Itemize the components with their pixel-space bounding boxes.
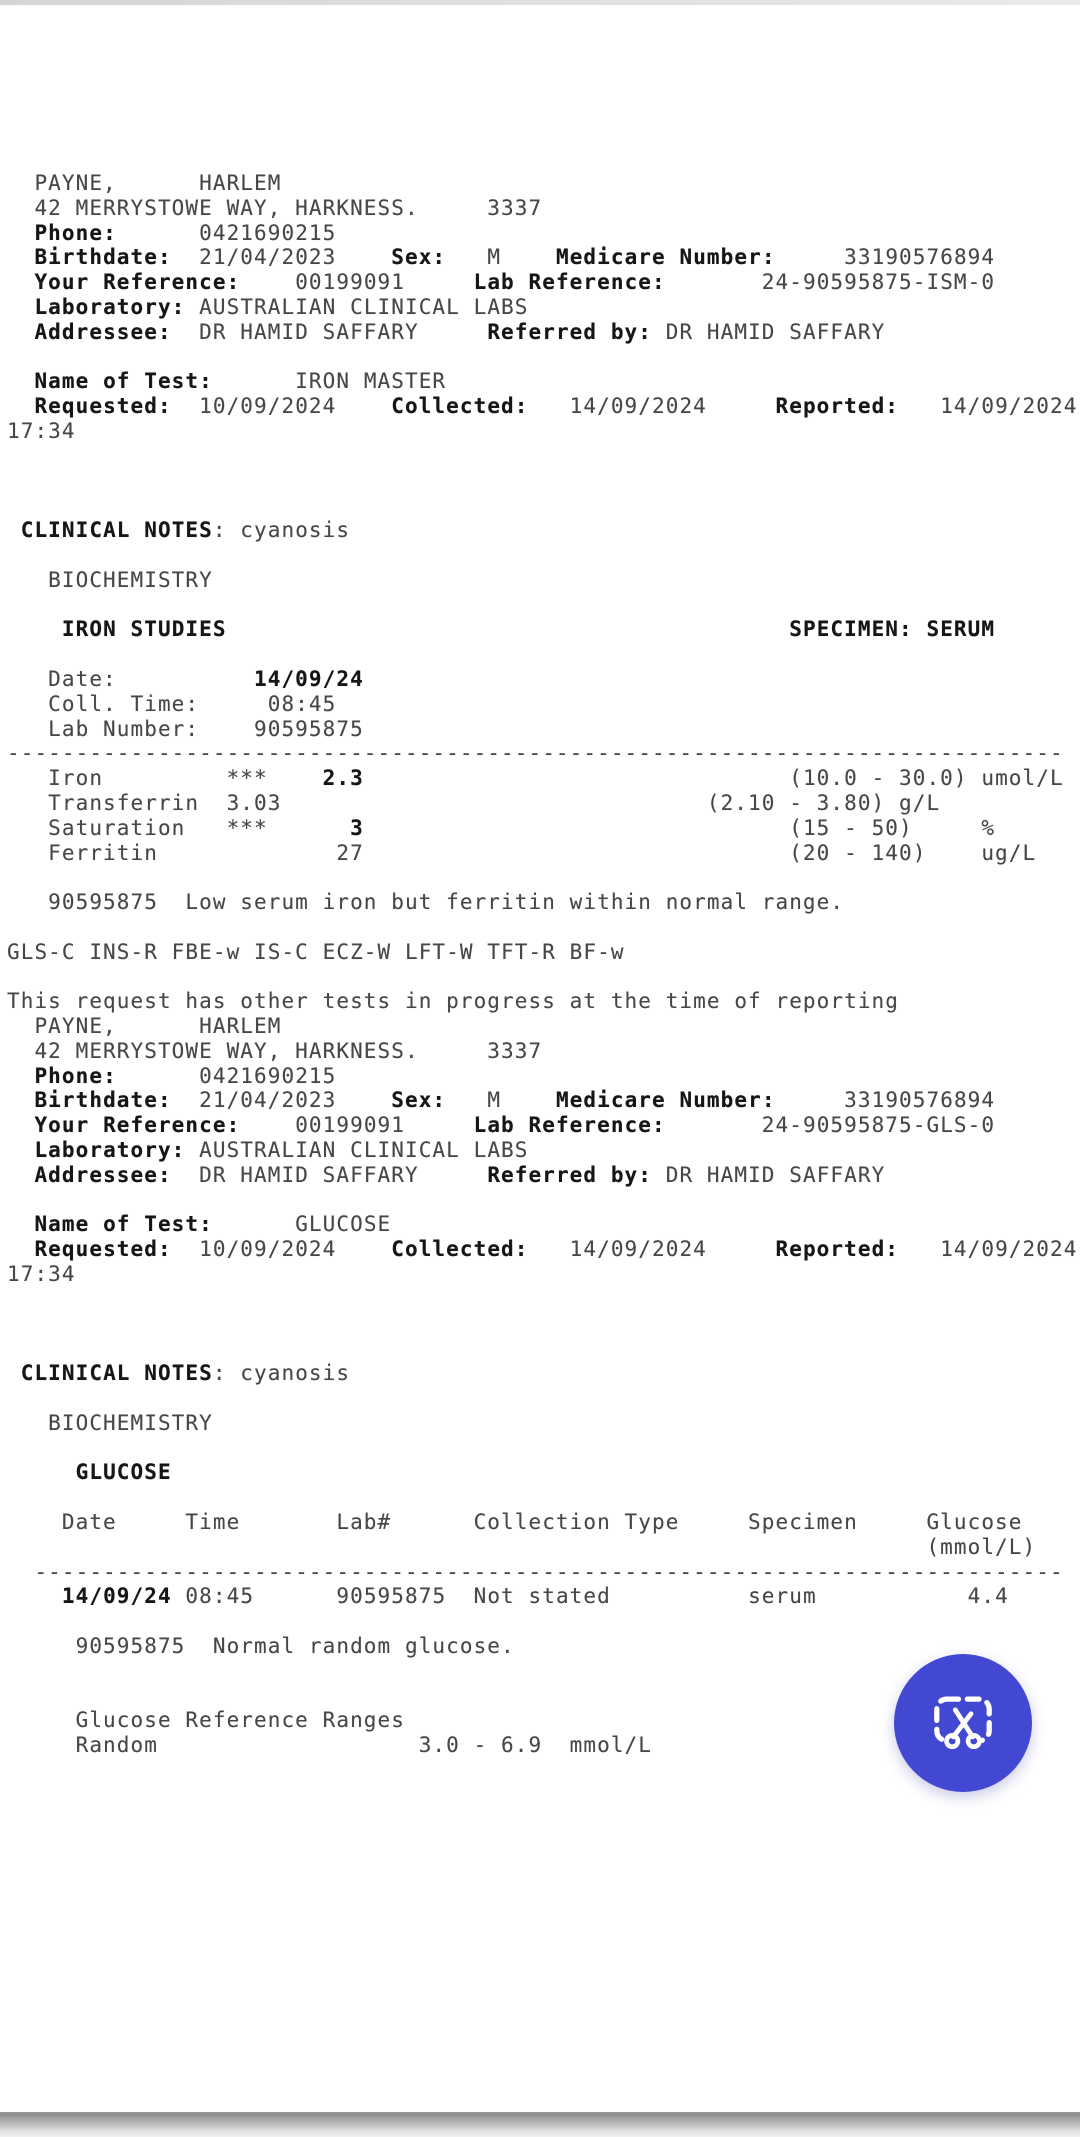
report-line: [7, 493, 1077, 518]
report-line: 42 MERRYSTOWE WAY, HARKNESS. 3337: [7, 1038, 543, 1063]
report-line: CLINICAL NOTES: cyanosis: [20, 518, 351, 543]
bottom-shadow-bar: [0, 2112, 1080, 2137]
report-line: [7, 1436, 1077, 1461]
report-line: [7, 1485, 1077, 1510]
report-line: 17:34: [7, 1262, 76, 1287]
report-line: -----------------------------------------------------------------------------: [7, 741, 1064, 766]
report-line: BIOCHEMISTRY: [7, 567, 213, 592]
report-line: [7, 543, 1077, 568]
report-line: GLUCOSE: [75, 1460, 172, 1485]
report-line: IRON STUDIES SPECIMEN: SERUM: [61, 617, 996, 642]
lab-report-text: [7, 171, 1077, 1758]
report-line: [7, 444, 1077, 469]
report-line: [7, 1188, 1077, 1213]
screenshot-crop-button[interactable]: [894, 1654, 1032, 1792]
top-edge-strip: [0, 0, 1080, 5]
report-line: [7, 965, 1077, 990]
report-line: Phone: 0421690215: [34, 1063, 337, 1088]
report-line: Date: 14/09/24: [7, 666, 364, 691]
report-line: Requested: 10/09/2024 Collected: 14/09/2024 Reported: 14/09/2024: [34, 1237, 1078, 1262]
report-line: Date Time Lab# Collection Type Specimen Glucose: [7, 1510, 1023, 1535]
report-line: [7, 1609, 1077, 1634]
report-line: [7, 1386, 1077, 1411]
report-line: Laboratory: AUSTRALIAN CLINICAL LABS: [34, 1138, 529, 1163]
report-line: Transferrin 3.03 (2.10 - 3.80) g/L: [7, 790, 941, 815]
report-line: [7, 865, 1077, 890]
report-line: (mmol/L): [7, 1534, 1037, 1559]
report-line: [7, 642, 1077, 667]
report-line: Your Reference: 00199091 Lab Reference: 24-90595875-GLS-0: [34, 1113, 996, 1138]
report-line: Random 3.0 - 6.9 mmol/L: [7, 1733, 652, 1758]
report-line: Birthdate: 21/04/2023 Sex: M Medicare Number: 33190576894: [34, 245, 996, 270]
report-line: Lab Number: 90595875: [7, 716, 364, 741]
report-line: Your Reference: 00199091 Lab Reference: 24-90595875-ISM-0: [34, 270, 996, 295]
report-line: 90595875 Low serum iron but ferritin within normal range.: [7, 890, 845, 915]
report-line: PAYNE, HARLEM: [7, 1014, 282, 1039]
report-line: Ferritin 27 (20 - 140) ug/L: [7, 840, 1037, 865]
report-line: 17:34: [7, 418, 76, 443]
report-line: [7, 1336, 1077, 1361]
crop-scissors-icon: [926, 1686, 1000, 1760]
report-line: [7, 593, 1077, 618]
report-line: ---------------------------------------------------------------------------: [7, 1559, 1064, 1584]
report-line: Name of Test: GLUCOSE: [34, 1212, 392, 1237]
report-line: Laboratory: AUSTRALIAN CLINICAL LABS: [34, 294, 529, 319]
report-line: This request has other tests in progress at the time of reporting: [7, 989, 899, 1014]
report-line: [7, 915, 1077, 940]
report-line: Name of Test: IRON MASTER: [34, 369, 447, 394]
report-line: BIOCHEMISTRY: [7, 1410, 213, 1435]
report-line: GLS-C INS-R FBE-w IS-C ECZ-W LFT-W TFT-R BF-w: [7, 939, 625, 964]
report-line: 42 MERRYSTOWE WAY, HARKNESS. 3337: [7, 195, 543, 220]
report-line: 14/09/24 08:45 90595875 Not stated serum 4.4: [61, 1584, 1009, 1609]
report-line: [7, 1312, 1077, 1337]
report-line: Coll. Time: 08:45: [7, 691, 337, 716]
report-line: [7, 1287, 1077, 1312]
report-line: Birthdate: 21/04/2023 Sex: M Medicare Number: 33190576894: [34, 1088, 996, 1113]
report-line: 90595875 Normal random glucose.: [7, 1634, 515, 1659]
report-line: Phone: 0421690215: [34, 220, 337, 245]
report-line: [7, 345, 1077, 370]
report-line: Requested: 10/09/2024 Collected: 14/09/2024 Reported: 14/09/2024: [34, 394, 1078, 419]
report-line: [7, 469, 1077, 494]
report-line: CLINICAL NOTES: cyanosis: [20, 1361, 351, 1386]
report-line: Iron *** 2.3 (10.0 - 30.0) umol/L: [7, 766, 1064, 791]
report-line: Addressee: DR HAMID SAFFARY Referred by: DR HAMID SAFFARY: [34, 319, 886, 344]
report-line: Saturation *** 3 (15 - 50) %: [7, 815, 996, 840]
report-line: PAYNE, HARLEM: [7, 171, 282, 195]
report-line: Addressee: DR HAMID SAFFARY Referred by: DR HAMID SAFFARY: [34, 1162, 886, 1187]
report-line: Glucose Reference Ranges: [7, 1708, 405, 1733]
